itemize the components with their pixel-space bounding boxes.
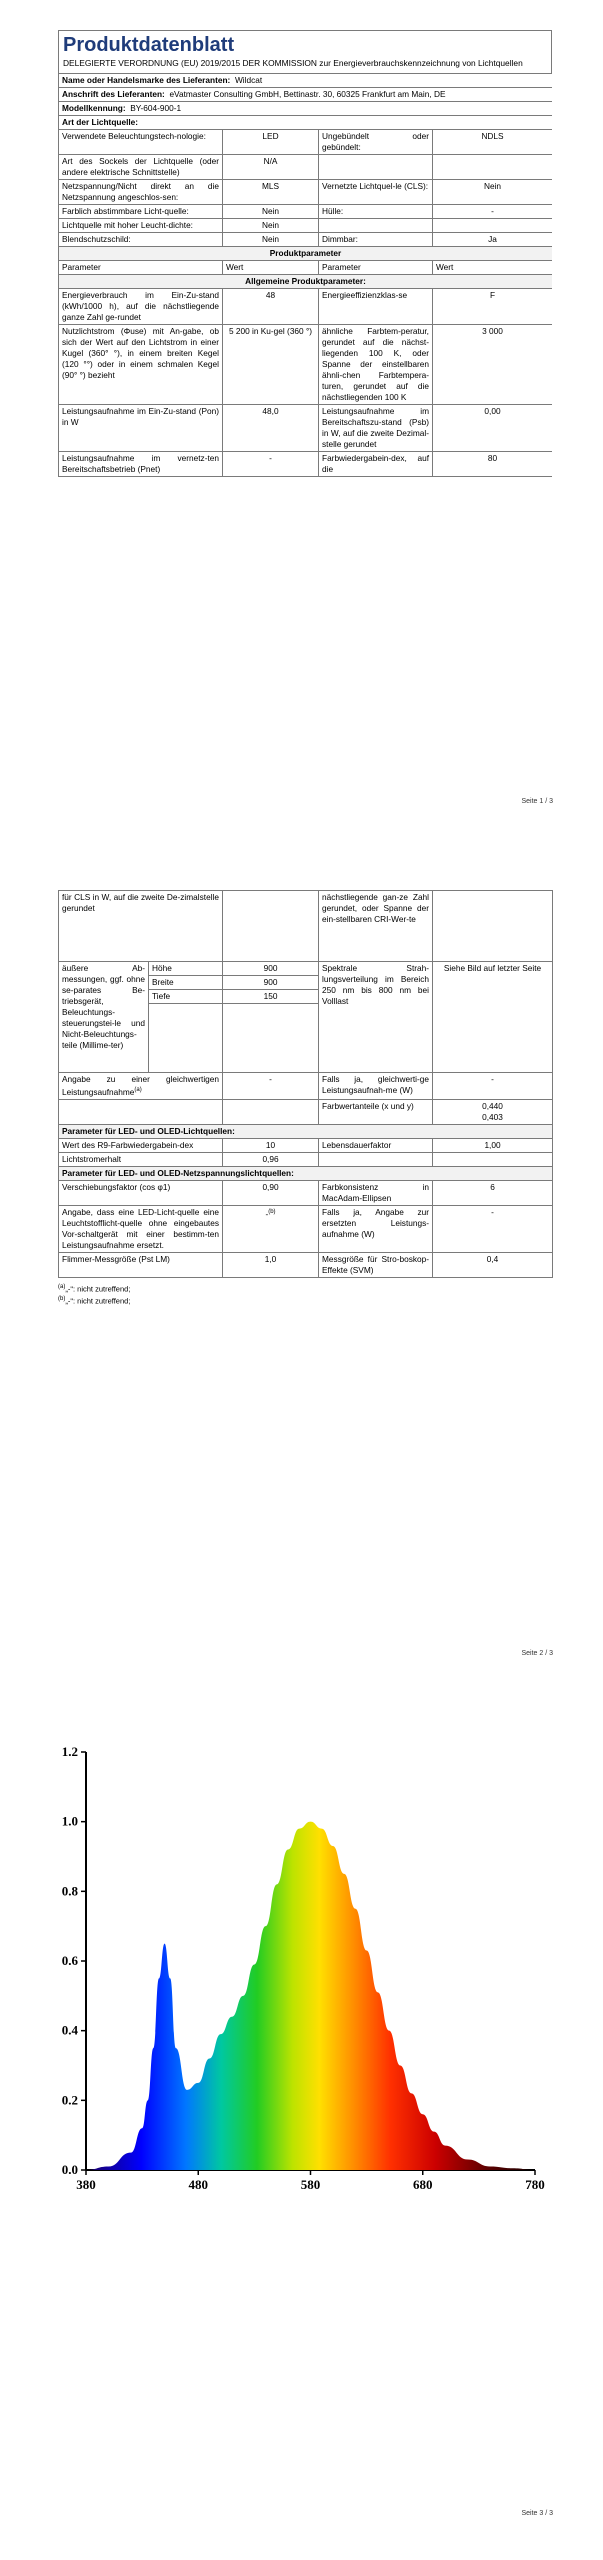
param-label: Farblich abstimmbare Licht-quelle: bbox=[59, 205, 223, 219]
equiv-power-text: Angabe zu einer gleichwertigen Leistungsaufnahme bbox=[62, 1074, 220, 1097]
footnote-mark: (b) bbox=[268, 1208, 276, 1215]
param-value: 80 bbox=[433, 452, 553, 477]
replacement-yes-label: Falls ja, Angabe zur ersetzten Leistungs-aufnahme (W) bbox=[319, 1205, 433, 1252]
supplier-name-value: Wildcat bbox=[234, 75, 263, 85]
flicker-value: 1,0 bbox=[223, 1252, 319, 1277]
x-tick-labels bbox=[76, 2170, 545, 2192]
product-params-header: Produktparameter bbox=[59, 247, 553, 261]
table-row bbox=[59, 325, 553, 405]
empty-cell bbox=[223, 1099, 319, 1124]
y-tick-label: 0.4 bbox=[61, 2022, 78, 2038]
column-header-row bbox=[59, 261, 553, 275]
empty-cell bbox=[319, 1152, 433, 1166]
param-value: Nein bbox=[433, 180, 553, 205]
equiv-yes-label: Falls ja, gleichwerti-ge Leistungsaufnah-me (W) bbox=[319, 1073, 433, 1100]
page-3 bbox=[0, 1700, 603, 2560]
mains-header-row bbox=[59, 1166, 553, 1180]
column-header-parameter: Parameter bbox=[319, 261, 433, 275]
param-label: Art des Sockels der Lichtquelle (oder andere elektrische Schnittstelle) bbox=[59, 155, 223, 180]
column-header-value: Wert bbox=[223, 261, 319, 275]
param-label: Nutzlichtstrom (Φuse) mit An-gabe, ob sich der Wert auf den Lichtstrom in einer Kugel (360° °), in einem breiten Kegel (120 °°) oder in einem schmalen Kegel (90° °) bezieht bbox=[59, 325, 223, 405]
footnote-a-mark: (a) bbox=[58, 1283, 66, 1290]
empty-cell bbox=[433, 1152, 553, 1166]
replacement-value bbox=[223, 1205, 319, 1252]
param-label: Leistungsaufnahme im Ein-Zu-stand (Pon) in W bbox=[59, 405, 223, 452]
model-value: BY-604-900-1 bbox=[130, 103, 182, 113]
lifetime-label: Lebensdauerfaktor bbox=[319, 1138, 433, 1152]
light-source-type-header: Art der Lichtquelle: bbox=[59, 116, 553, 130]
table-row bbox=[59, 1152, 553, 1166]
param-value: 5 200 in Ku-gel (360 °) bbox=[223, 325, 319, 405]
param-value: - bbox=[433, 205, 553, 219]
address-value: eVatmaster Consulting GmbH, Bettinastr. 30, 60325 Frankfurt am Main, DE bbox=[169, 89, 446, 99]
param-label: Energieverbrauch im Ein-Zu-stand (kWh/1000 h), auf die nächstliegende ganze Zahl ge-rundet bbox=[59, 289, 223, 325]
y-tick-label: 0.8 bbox=[61, 1883, 78, 1899]
table-row bbox=[59, 1252, 553, 1277]
chromaticity-value bbox=[433, 1099, 553, 1124]
param-label: Dimmbar: bbox=[319, 233, 433, 247]
flicker-label: Flimmer-Messgröße (Pst LM) bbox=[59, 1252, 223, 1277]
page-title: Produktdatenblatt bbox=[63, 34, 235, 56]
led-header-row bbox=[59, 1124, 553, 1138]
param-value: - bbox=[223, 452, 319, 477]
param-value bbox=[223, 891, 319, 962]
dimension-name: Breite bbox=[149, 976, 223, 990]
footnote-a-text: „-": nicht zutreffend; bbox=[65, 1284, 131, 1294]
dimension-value: 900 bbox=[223, 976, 319, 990]
column-header-parameter: Parameter bbox=[59, 261, 223, 275]
regulation-subtitle: DELEGIERTE VERORDNUNG (EU) 2019/2015 DER KOMMISSION zur Energieverbrauchskennzeichnung von Lichtquellen bbox=[63, 58, 523, 68]
empty-cell bbox=[59, 1099, 223, 1124]
param-value: NDLS bbox=[433, 130, 553, 155]
y-tick-label: 0.2 bbox=[61, 2092, 78, 2108]
param-label: nächstliegende gan-ze Zahl gerundet, oder Spanne der ein-stellbaren CRI-Wer-te bbox=[319, 891, 433, 962]
light-source-type-row bbox=[59, 116, 553, 130]
stroboscopic-label: Messgröße für Stro-boskop-Effekte (SVM) bbox=[319, 1252, 433, 1277]
param-label: Blendschutzschild: bbox=[59, 233, 223, 247]
table-row bbox=[59, 1099, 553, 1124]
footnote-mark: (a) bbox=[134, 1087, 142, 1093]
datasheet-table-1 bbox=[58, 73, 552, 477]
param-value: Ja bbox=[433, 233, 553, 247]
y-tick-label: 0.0 bbox=[61, 2162, 78, 2177]
x-tick-label: 580 bbox=[300, 2177, 321, 2192]
table-row bbox=[59, 452, 553, 477]
param-value: 48,0 bbox=[223, 405, 319, 452]
param-value: Nein bbox=[223, 219, 319, 233]
footnote-b-mark: (b) bbox=[58, 1296, 66, 1303]
param-value: LED bbox=[223, 130, 319, 155]
dimensions-row bbox=[59, 962, 553, 976]
param-label bbox=[319, 155, 433, 180]
param-label: Verwendete Beleuchtungstech-nologie: bbox=[59, 130, 223, 155]
flux-maintenance-label: Lichtstromerhalt bbox=[59, 1152, 223, 1166]
param-value bbox=[433, 219, 553, 233]
table-row bbox=[59, 289, 553, 325]
param-label: Ungebündelt oder gebündelt: bbox=[319, 130, 433, 155]
spectral-value: Siehe Bild auf letzter Seite bbox=[433, 962, 553, 1073]
param-label: Hülle: bbox=[319, 205, 433, 219]
param-label: Lichtquelle mit hoher Leucht-dichte: bbox=[59, 219, 223, 233]
y-tick-label: 1.2 bbox=[61, 1744, 78, 1759]
replacement-yes-value: - bbox=[433, 1205, 553, 1252]
param-value: MLS bbox=[223, 180, 319, 205]
flux-maintenance-value: 0,96 bbox=[223, 1152, 319, 1166]
x-tick-label: 780 bbox=[525, 2177, 545, 2192]
spectrum-chart bbox=[48, 1740, 553, 2220]
footnote-a bbox=[58, 1282, 552, 1295]
page-1-content bbox=[58, 0, 552, 792]
table-row bbox=[59, 219, 553, 233]
dimension-value: 150 bbox=[223, 990, 319, 1004]
supplier-address-row bbox=[59, 88, 553, 102]
chromaticity-x: 0,440 bbox=[482, 1100, 503, 1111]
param-value bbox=[433, 155, 553, 180]
column-header-value: Wert bbox=[433, 261, 553, 275]
page-number: Seite 3 / 3 bbox=[521, 2510, 553, 2517]
table-row bbox=[59, 405, 553, 452]
supplier-name-row bbox=[59, 74, 553, 88]
y-tick-label: 0.6 bbox=[61, 1953, 78, 1968]
table-row bbox=[59, 1205, 553, 1252]
model-row bbox=[59, 102, 553, 116]
param-label: für CLS in W, auf die zweite De-zimalstelle gerundet bbox=[59, 891, 223, 962]
param-value: 48 bbox=[223, 289, 319, 325]
spectrum-area bbox=[86, 1822, 535, 2170]
param-value: 0,00 bbox=[433, 405, 553, 452]
dimension-name: Höhe bbox=[149, 962, 223, 976]
replacement-value-text: - bbox=[265, 1208, 269, 1219]
page-1 bbox=[0, 0, 603, 820]
table-row bbox=[59, 233, 553, 247]
r9-value: 10 bbox=[223, 1138, 319, 1152]
dimension-empty bbox=[149, 1004, 223, 1073]
table-row bbox=[59, 891, 553, 962]
param-label: Leistungsaufnahme im vernetz-ten Bereitschaftsbetrieb (Pnet) bbox=[59, 452, 223, 477]
page-number: Seite 2 / 3 bbox=[521, 1650, 553, 1657]
param-label bbox=[319, 219, 433, 233]
product-params-header-row bbox=[59, 247, 553, 261]
table-row bbox=[59, 205, 553, 219]
dimension-name: Tiefe bbox=[149, 990, 223, 1004]
dimension-value: 900 bbox=[223, 962, 319, 976]
param-label: ähnliche Farbtem-peratur, gerundet auf die nächst-liegenden 100 K, oder Spanne der einstellbaren ähnli-chen Farbtempera-turen, gerundet auf die nächstliegenden 100 K bbox=[319, 325, 433, 405]
table-row bbox=[59, 180, 553, 205]
x-tick-label: 480 bbox=[188, 2177, 208, 2192]
supplier-name-label: Name oder Handelsmarke des Lieferanten: bbox=[62, 75, 231, 85]
spectral-label: Spektrale Strah-lungsverteilung im Bereich 250 nm bis 800 nm bei Volllast bbox=[319, 962, 433, 1073]
table-row bbox=[59, 1073, 553, 1100]
datasheet-table-2 bbox=[58, 890, 553, 1278]
title-box bbox=[58, 30, 552, 73]
param-value: F bbox=[433, 289, 553, 325]
model-label: Modellkennung: bbox=[62, 103, 126, 113]
equiv-yes-value: - bbox=[433, 1073, 553, 1100]
param-value bbox=[433, 891, 553, 962]
table-row bbox=[59, 130, 553, 155]
color-consistency-value: 6 bbox=[433, 1180, 553, 1205]
address-label: Anschrift des Lieferanten: bbox=[62, 89, 165, 99]
shift-factor-label: Verschiebungsfaktor (cos φ1) bbox=[59, 1180, 223, 1205]
x-tick-label: 680 bbox=[413, 2177, 433, 2192]
dimensions-label: äußere Ab-messungen, ggf. ohne se-parates Be-triebsgerät, Beleuchtungs-steuerungstei-le und Nicht-Beleuchtungs-teile (Millime-ter) bbox=[59, 962, 149, 1073]
chromaticity-y: 0,403 bbox=[482, 1111, 503, 1122]
equiv-power-label bbox=[59, 1073, 223, 1100]
r9-label: Wert des R9-Farbwiedergabein-dex bbox=[59, 1138, 223, 1152]
param-value: Nein bbox=[223, 233, 319, 247]
dimension-empty bbox=[223, 1004, 319, 1073]
table-row bbox=[59, 1138, 553, 1152]
param-label: Energieeffizienzklas-se bbox=[319, 289, 433, 325]
led-params-header: Parameter für LED- und OLED-Lichtquellen: bbox=[59, 1124, 553, 1138]
general-params-header-row bbox=[59, 275, 553, 289]
datasheet-continued bbox=[58, 890, 552, 1307]
footnote-b-text: „-": nicht zutreffend; bbox=[65, 1296, 131, 1306]
footnote-b bbox=[58, 1294, 552, 1307]
y-tick-labels bbox=[62, 1744, 86, 2177]
param-label: Vernetzte Lichtquel-le (CLS): bbox=[319, 180, 433, 205]
lifetime-value: 1,00 bbox=[433, 1138, 553, 1152]
y-tick-label: 1.0 bbox=[61, 1813, 78, 1829]
param-value: 3 000 bbox=[433, 325, 553, 405]
equiv-power-value: - bbox=[223, 1073, 319, 1100]
color-consistency-label: Farbkonsistenz in MacAdam-Ellipsen bbox=[319, 1180, 433, 1205]
table-row bbox=[59, 1180, 553, 1205]
param-value: Nein bbox=[223, 205, 319, 219]
param-label: Farbwiedergabein-dex, auf die bbox=[319, 452, 433, 477]
mains-params-header: Parameter für LED- und OLED-Netzspannungslichtquellen: bbox=[59, 1166, 553, 1180]
param-label: Netzspannung/Nicht direkt an die Netzspannung angeschlos-sen: bbox=[59, 180, 223, 205]
table-row bbox=[59, 155, 553, 180]
page-2 bbox=[0, 850, 603, 1690]
replacement-label: Angabe, dass eine LED-Licht-quelle eine Leuchtstofflicht-quelle ohne eingebautes Vor-schaltgerät mit einer bestimm-ten Leistungsaufnahme ersetzt. bbox=[59, 1205, 223, 1252]
param-value: N/A bbox=[223, 155, 319, 180]
param-label: Leistungsaufnahme im Bereitschaftszu-stand (Psb) in W, auf die zweite Dezimal-stelle gerundet bbox=[319, 405, 433, 452]
page-number: Seite 1 / 3 bbox=[521, 798, 553, 805]
datasheet bbox=[58, 30, 552, 477]
x-tick-label: 380 bbox=[76, 2177, 96, 2192]
chromaticity-label: Farbwertanteile (x und y) bbox=[319, 1099, 433, 1124]
shift-factor-value: 0,90 bbox=[223, 1180, 319, 1205]
general-params-header: Allgemeine Produktparameter: bbox=[59, 275, 553, 289]
stroboscopic-value: 0,4 bbox=[433, 1252, 553, 1277]
